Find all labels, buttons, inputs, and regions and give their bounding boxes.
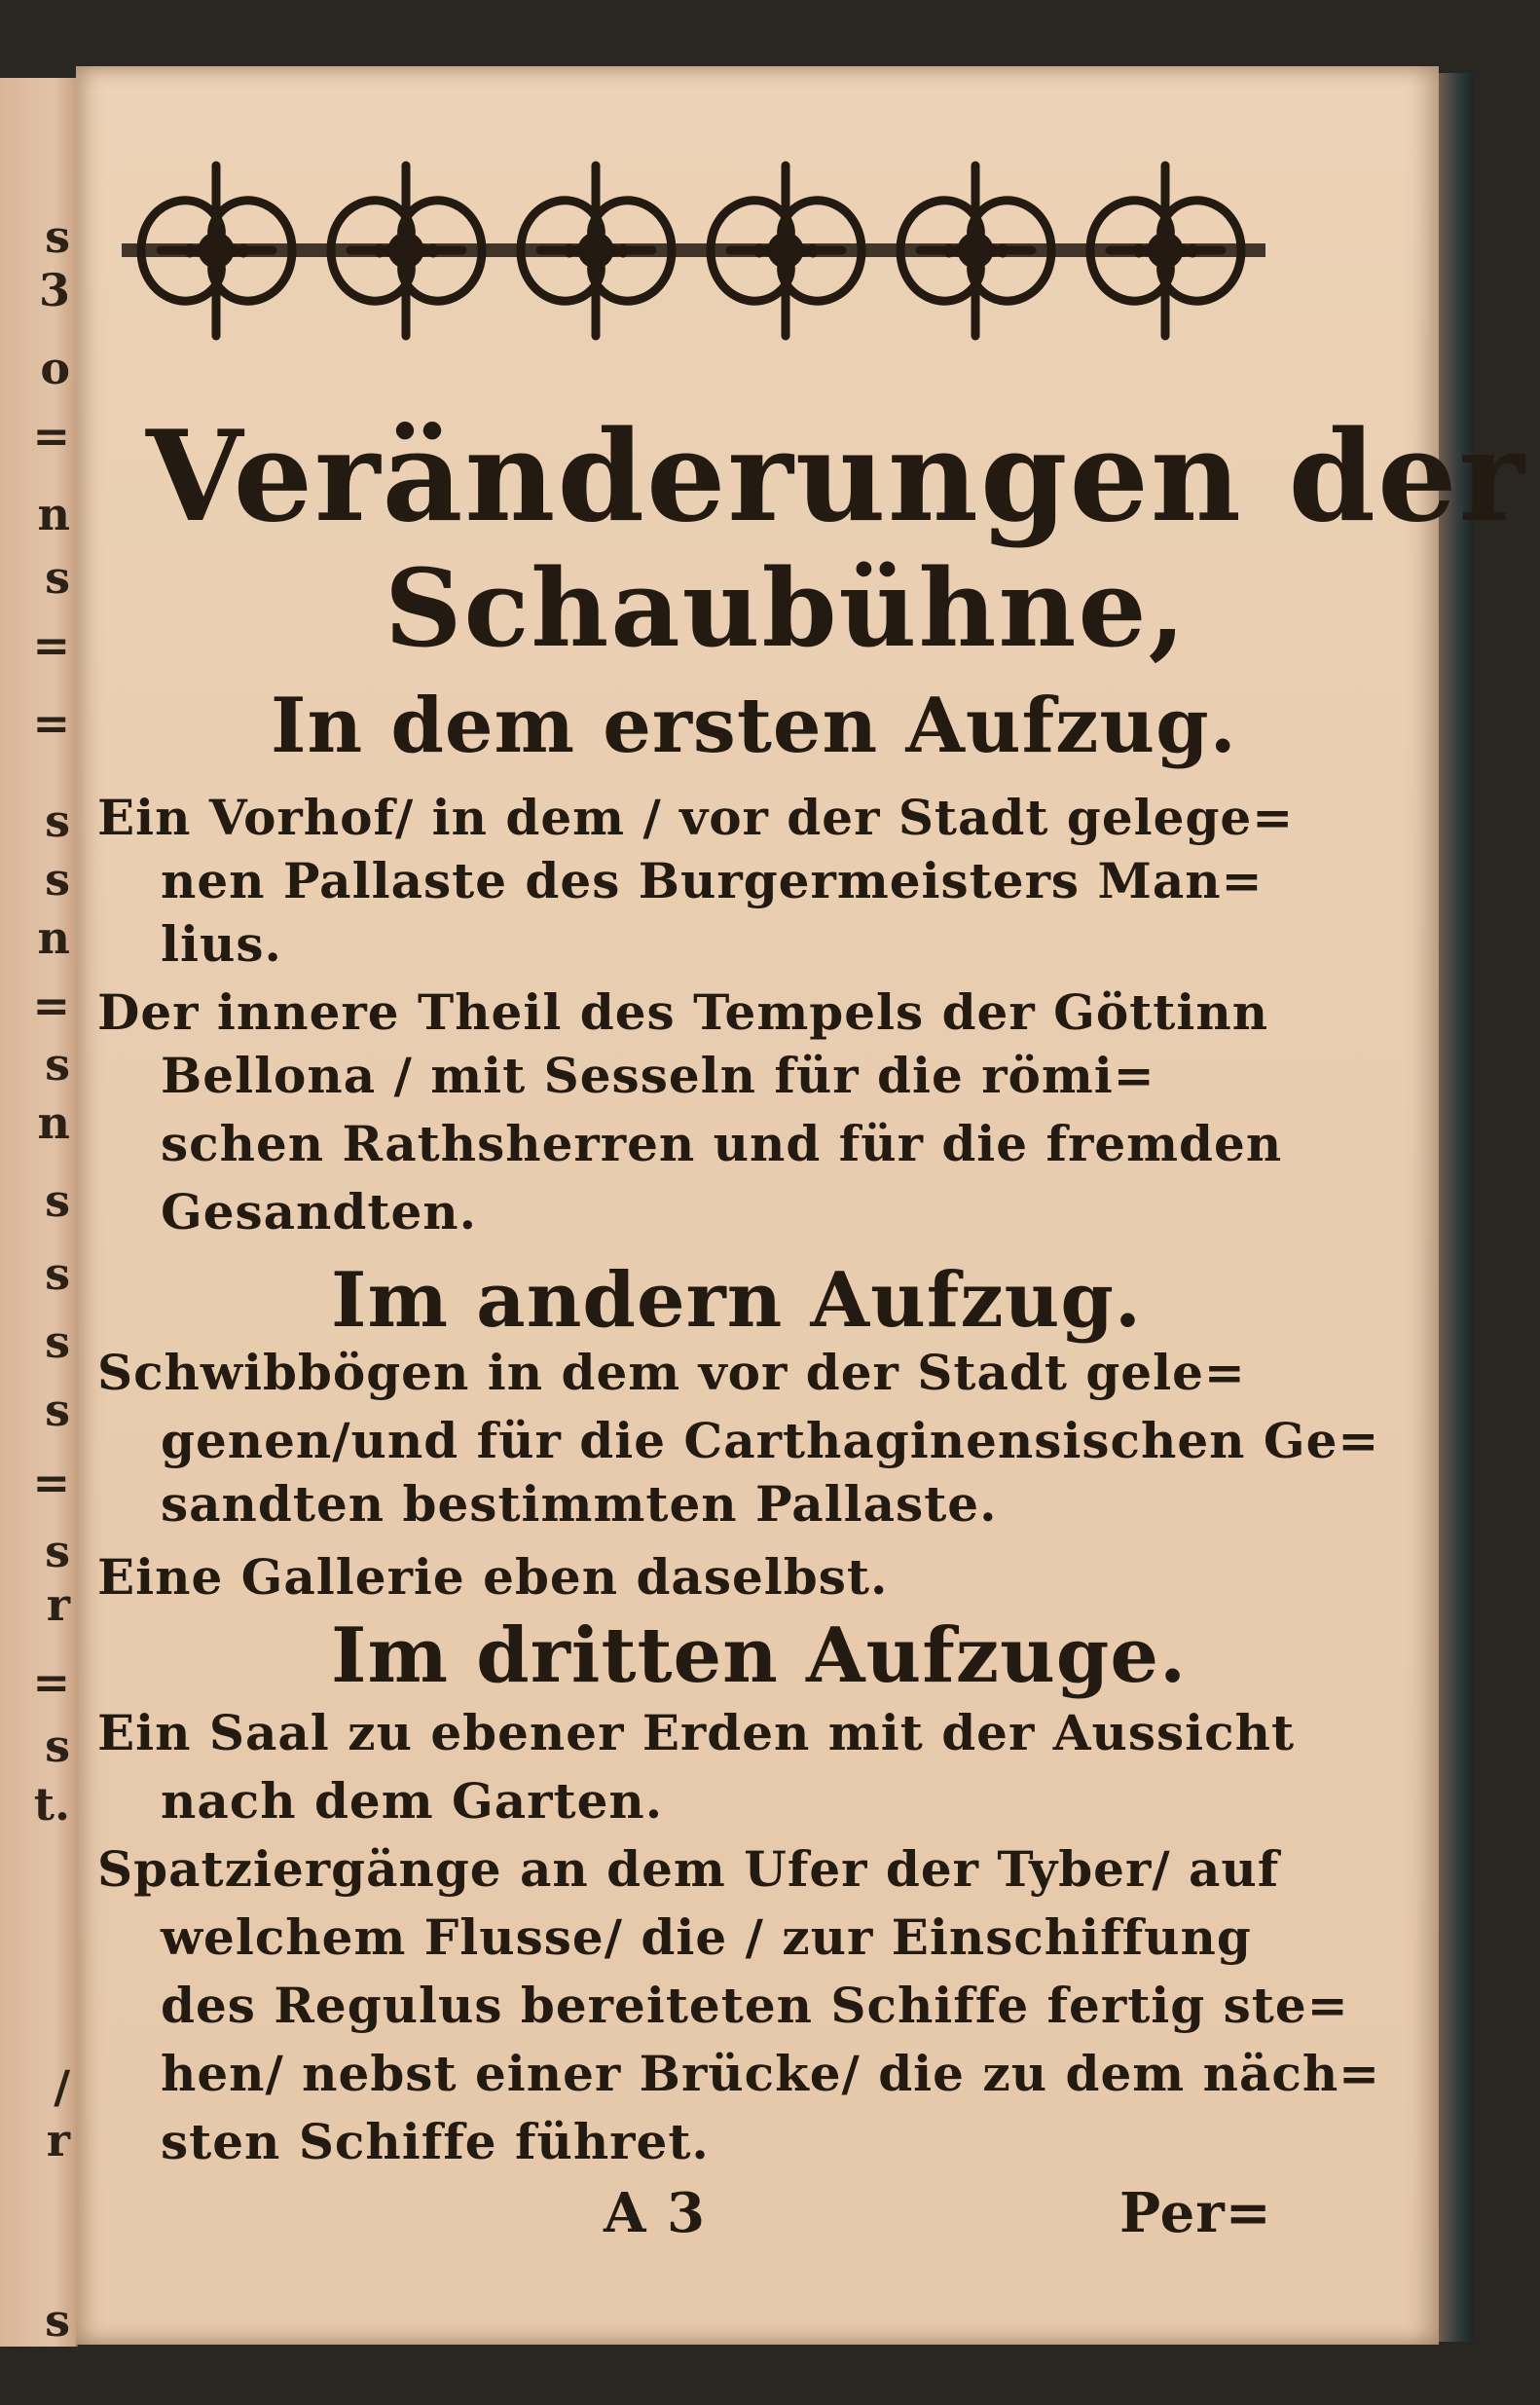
text-line: welchem Flusse/ die / zur Einschiffung [161, 1908, 1252, 1966]
margin-fragment: = [32, 697, 70, 750]
margin-fragment: n [37, 911, 70, 964]
catchword: Per= [1119, 2181, 1272, 2245]
margin-fragment: s [45, 1384, 70, 1436]
margin-fragment: / [54, 2060, 70, 2113]
margin-fragment: n [37, 488, 70, 540]
margin-fragment: r [46, 1578, 70, 1631]
ornament-band-icon [122, 146, 1265, 355]
text-line: genen/und für die Carthaginensischen Ge= [161, 1412, 1380, 1469]
margin-fragment: s [45, 1247, 70, 1300]
margin-fragment: s [45, 1315, 70, 1368]
text-line: schen Rathsherren und für die fremden [161, 1115, 1283, 1172]
text-line: des Regulus bereiteten Schiffe fertig ste= [161, 1977, 1349, 2034]
text-line: nen Pallaste des Burgermeisters Man= [161, 852, 1264, 909]
text-line: Gesandten. [161, 1183, 478, 1240]
text-line: Der innere Theil des Tempels der Göttinn [97, 983, 1269, 1041]
margin-fragment: s [45, 210, 70, 263]
signature-mark: A 3 [604, 2181, 706, 2245]
text-line: Spatziergänge an dem Ufer der Tyber/ auf [97, 1840, 1280, 1898]
text-line: Schwibbögen in dem vor der Stadt gele= [97, 1344, 1246, 1401]
page-title: Veränderungen der [146, 404, 1526, 550]
text-line: Ein Saal zu ebener Erden mit der Aussicht [97, 1704, 1296, 1761]
margin-fragment: = [32, 410, 70, 462]
margin-fragment: 3 [38, 264, 70, 316]
margin-fragment: = [32, 1656, 70, 1709]
text-line: Eine Gallerie eben daselbst. [97, 1548, 889, 1606]
text-line: nach dem Garten. [161, 1772, 664, 1830]
text-line: Ein Vorhof/ in dem / vor der Stadt gelege= [97, 789, 1295, 846]
act-heading: Im andern Aufzug. [331, 1256, 1143, 1345]
margin-fragment: o [40, 342, 70, 394]
act-heading: In dem ersten Aufzug. [271, 682, 1237, 770]
text-line: sten Schiffe führet. [161, 2113, 710, 2170]
act-heading: Im dritten Aufzuge. [331, 1611, 1188, 1700]
text-line: hen/ nebst einer Brücke/ die zu dem näch= [161, 2045, 1381, 2102]
margin-fragment: = [32, 980, 70, 1032]
margin-fragment: s [45, 853, 70, 906]
margin-fragment: s [45, 1174, 70, 1227]
margin-fragment: r [46, 2114, 70, 2166]
text-line: sandten bestimmten Pallaste. [161, 1475, 998, 1533]
margin-fragment: n [37, 1096, 70, 1149]
text-line: Bellona / mit Sesseln für die römi= [161, 1047, 1155, 1104]
margin-fragment: = [32, 619, 70, 672]
page-title-continued: Schaubühne, [385, 545, 1188, 671]
margin-fragment: t. [33, 1778, 70, 1831]
margin-fragment: s [45, 795, 70, 847]
margin-fragment: = [32, 1457, 70, 1509]
margin-fragment: s [45, 1038, 70, 1091]
margin-fragment: s [45, 1525, 70, 1577]
previous-page-edge [0, 78, 78, 2347]
text-line: lius. [161, 915, 282, 973]
margin-fragment: s [45, 2294, 70, 2347]
margin-fragment: s [45, 1720, 70, 1772]
margin-fragment: s [45, 551, 70, 604]
